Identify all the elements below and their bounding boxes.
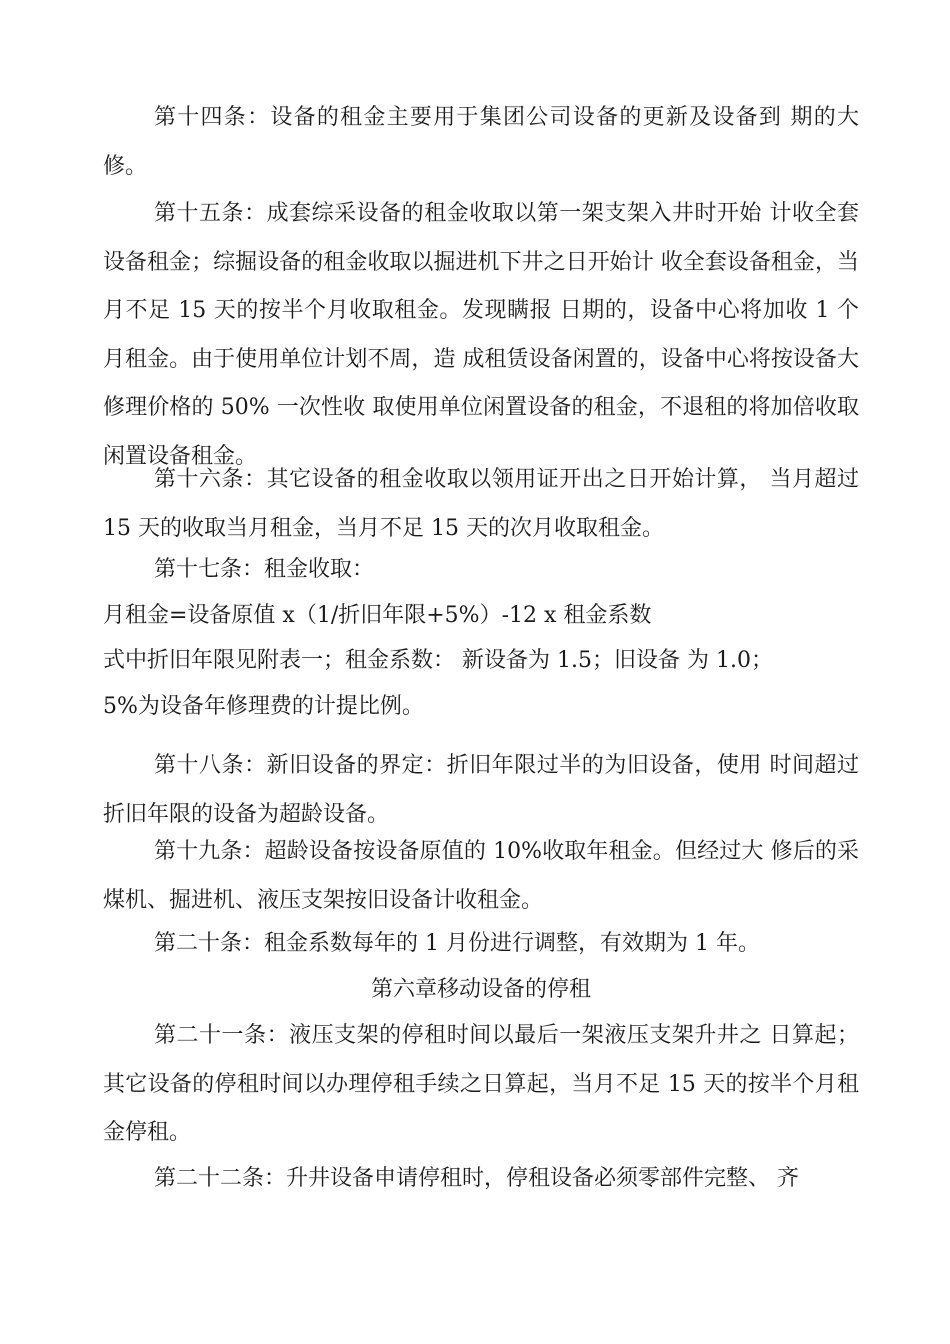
repair-rate-note: 5%为设备年修理费的计提比例。 [103, 694, 424, 719]
chapter-6-heading: 第六章移动设备的停租 [370, 977, 591, 1002]
article-16-paragraph: 第十六条：其它设备的租金收取以领用证开出之日开始计算， 当月超过 15 天的收取当月租金，当月不足 15 天的次月收取租金。 [103, 467, 859, 541]
article-18-paragraph: 第十八条：新旧设备的界定：折旧年限过半的为旧设备，使用 时间超过折旧年限的设备为超龄设备。 [103, 753, 859, 827]
article-19-paragraph: 第十九条：超龄设备按设备原值的 10%收取年租金。但经过大 修后的采煤机、掘进机、液压支架按旧设备计收租金。 [103, 839, 859, 913]
article-14-paragraph: 第十四条：设备的租金主要用于集团公司设备的更新及设备到 期的大修。 [103, 105, 859, 179]
rent-formula: 月租金=设备原值 x（1/折旧年限+5%）-12 x 租金系数 [103, 603, 652, 628]
article-21-paragraph: 第二十一条：液压支架的停租时间以最后一架液压支架升井之 日算起；其它设备的停租时间以办理停租手续之日算起，当月不足 15 天的按半个月租金停租。 [103, 1023, 859, 1145]
article-15-paragraph: 第十五条：成套综采设备的租金收取以第一架支架入井时开始 计收全套设备租金；综掘设备的租金收取以掘进机下井之日开始计 收全套设备租金，当月不足 15 天的按半个月收取租金。发现瞒报 日期的，设备中心将加收 1 个月租金。由于使用单位计划不周，造 成租赁设备闲置的，设备中心将按设备大修理价格的 50% 一次性收 取使用单位闲置设备的租金，不退租的将加倍收取闲置设备租金。 [103, 201, 859, 469]
formula-explanation: 式中折旧年限见附表一；租金系数： 新设备为 1.5；旧设备 为 1.0； [103, 648, 773, 673]
article-22-paragraph: 第二十二条：升井设备申请停租时，停租设备必须零部件完整、 齐 [154, 1166, 799, 1191]
article-20-paragraph: 第二十条：租金系数每年的 1 月份进行调整，有效期为 1 年。 [154, 931, 760, 956]
article-17-heading: 第十七条：租金收取： [154, 557, 375, 582]
